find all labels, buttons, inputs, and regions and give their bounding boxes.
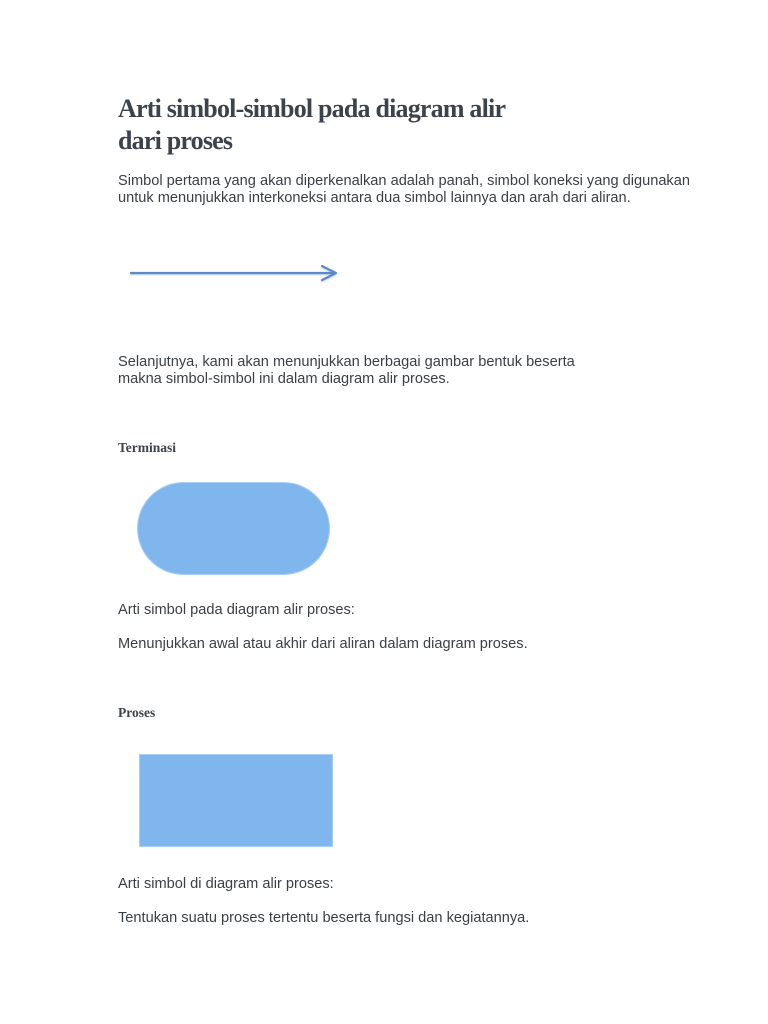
proses-meaning-label: Arti simbol di diagram alir proses: bbox=[118, 876, 334, 892]
proses-description: Tentukan suatu proses tertentu beserta fungsi dan kegiatannya. bbox=[118, 910, 530, 926]
intro-paragraph-2-line-1: Selanjutnya, kami akan menunjukkan berbagai gambar bentuk beserta bbox=[118, 354, 575, 370]
page-title bbox=[118, 93, 638, 157]
intro-paragraph: Simbol pertama yang akan diperkenalkan adalah panah, simbol koneksi yang digunakan untuk menunjukkan interkoneksi antara dua simbol lainnya dan arah dari aliran. bbox=[118, 173, 690, 206]
section-heading-proses: Proses bbox=[118, 705, 156, 720]
section-heading-terminasi: Terminasi bbox=[118, 440, 177, 455]
page-title-line-1: Arti simbol-simbol pada diagram alir bbox=[118, 94, 506, 123]
intro-paragraph-2 bbox=[118, 354, 638, 388]
intro-paragraph-2-line-2: makna simbol-simbol ini dalam diagram alir proses. bbox=[118, 371, 450, 387]
process-shape bbox=[139, 754, 333, 847]
page-title-line-2: dari proses bbox=[118, 126, 233, 155]
terminasi-description: Menunjukkan awal atau akhir dari aliran dalam diagram proses. bbox=[118, 636, 528, 652]
terminasi-meaning-label: Arti simbol pada diagram alir proses: bbox=[118, 602, 355, 618]
terminator-shape bbox=[137, 482, 330, 575]
connector-arrow-figure bbox=[128, 260, 344, 286]
